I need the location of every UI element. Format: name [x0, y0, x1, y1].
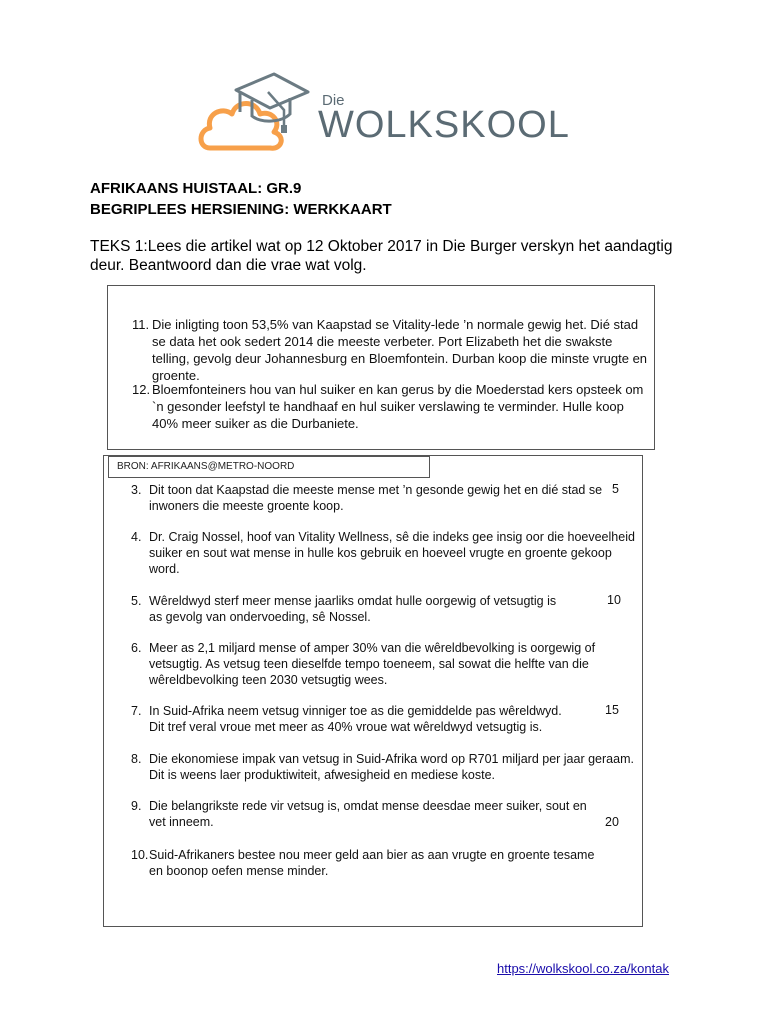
- list-item: [131, 847, 611, 879]
- list-item: [132, 381, 650, 432]
- wolkskool-logo: [196, 70, 576, 160]
- item-number: 6.: [131, 641, 142, 655]
- worksheet-heading: BEGRIPLEES HERSIENING: WERKKAART: [90, 201, 392, 218]
- item-text: Wêreldwyd sterf meer mense jaarliks omdat hulle oorgewig of vetsugtig is as gevolg van ondervoeding, sê Nossel.: [149, 594, 557, 624]
- item-number: 12.: [132, 382, 151, 397]
- list-item: [131, 640, 603, 688]
- intro-instructions: TEKS 1:Lees die artikel wat op 12 Oktober 2017 in Die Burger verskyn het aandagtig deur. Beantwoord dan die vrae wat volg.: [90, 238, 673, 274]
- list-item: [131, 798, 591, 830]
- list-item: [131, 482, 606, 514]
- line-number: 5: [612, 482, 619, 496]
- item-number: 9.: [131, 799, 142, 813]
- item-number: 4.: [131, 530, 142, 544]
- item-number: 11.: [132, 317, 150, 332]
- source-label: BRON: AFRIKAANS@METRO-NOORD: [108, 456, 430, 478]
- list-item: [131, 529, 636, 577]
- item-text: Die belangrikste rede vir vetsug is, omdat mense deesdae meer suiker, sout en vet inneem.: [149, 799, 587, 829]
- list-item: [131, 593, 561, 625]
- list-item: [132, 316, 650, 384]
- line-number: 20: [605, 815, 619, 829]
- line-number: 10: [607, 593, 621, 607]
- item-text: Die inligting toon 53,5% van Kaapstad se Vitality-lede ’n normale gewig het. Dié stad se data het ook sedert 2014 die meeste verbeter. Port Elizabeth het die swakste telling, gevolg deur Johannesburg en Bloemfontein. Durban koop die minste vrugte en groente.: [152, 317, 648, 383]
- list-item: [131, 703, 576, 735]
- subject-heading: AFRIKAANS HUISTAAL: GR.9: [90, 180, 302, 197]
- contact-link[interactable]: https://wolkskool.co.za/kontak: [497, 961, 669, 976]
- logo-die-text: Die: [322, 92, 345, 109]
- list-item: [131, 751, 636, 783]
- item-text: Suid-Afrikaners bestee nou meer geld aan bier as aan vrugte en groente tesame en boonop oefen mense minder.: [149, 848, 595, 878]
- item-number: 3.: [131, 483, 142, 497]
- line-number: 15: [605, 703, 619, 717]
- item-number: 8.: [131, 752, 142, 766]
- logo-graphic: [196, 70, 316, 160]
- item-text: Dit toon dat Kaapstad die meeste mense met ’n gesonde gewig het en dié stad se inwoners die meeste groente koop.: [149, 483, 603, 513]
- item-number: 7.: [131, 704, 142, 718]
- item-text: Meer as 2,1 miljard mense of amper 30% van die wêreldbevolking is oorgewig of vetsugtig. As vetsug teen dieselfde tempo toeneem, sal sowat die helfte van die wêreldbevolking teen 2030 vetsugtig wees.: [149, 641, 596, 687]
- item-text: In Suid-Afrika neem vetsug vinniger toe as die gemiddelde pas wêreldwyd. Dit tref veral vroue met meer as 40% vroue wat wêreldwyd vetsugtig is.: [149, 704, 562, 734]
- item-number: 5.: [131, 594, 142, 608]
- item-text: Dr. Craig Nossel, hoof van Vitality Wellness, sê die indeks gee insig oor die hoeveelheid suiker en sout wat mense in hulle kos gebruik en hoeveel vrugte en groente gekoop word.: [149, 530, 635, 576]
- logo-name-text: WOLKSKOOL: [318, 104, 570, 146]
- item-text: Bloemfonteiners hou van hul suiker en kan gerus by die Moederstad kers opsteek om `n gesonder leefstyl te handhaaf en hul suiker verslawing te verminder. Hulle koop 40% meer suiker as die Durbaniete.: [152, 382, 644, 431]
- item-text: Die ekonomiese impak van vetsug in Suid-Afrika word op R701 miljard per jaar geraam. Dit is weens laer produktiwiteit, afwesigheid en mediese koste.: [149, 752, 634, 782]
- item-number: 10.: [131, 848, 149, 862]
